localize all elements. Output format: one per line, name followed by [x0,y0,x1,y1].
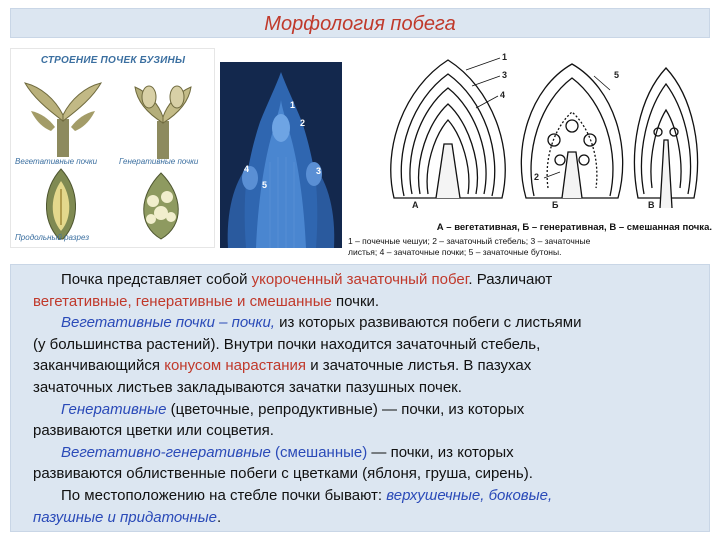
term-vegetative: Вегетативные почки – почки, [61,314,275,332]
generative-caption: Генеративные почки [119,157,199,166]
term-positions-1: верхушечные, боковые, [386,486,553,504]
term-bud-types: вегетативные, генеративные и смешанные [33,292,332,310]
figure-caption: А – вегетативная, Б – генеративная, В – смешанная почка. [436,222,712,233]
generative-bud-drawing [135,86,191,159]
term-mixed: Вегетативно-генеративные [61,443,271,461]
text-line-4: (у большинства растений). Внутри почки находится зачаточный стебель, [33,335,541,353]
legend-line-1: 1 – почечные чешуи; 2 – зачаточный стебель; 3 – зачаточные [348,236,591,246]
text-line-8: развиваются цветки или соцветия. [33,422,274,440]
text-line-3: Вегетативные почки – почки, из которых развиваются побеги с листьями [61,314,582,332]
micro-label-1: 1 [290,100,296,110]
micro-label-5: 5 [262,180,268,190]
vegetative-caption: Вегетативные почки [15,157,98,166]
drawing-number-5: 5 [614,70,620,80]
figure-legend [348,236,710,258]
title-bar [10,8,710,38]
text-box [10,264,710,532]
drawing-number-1: 1 [502,52,508,62]
term-shortened-shoot: укороченный зачаточный побег [251,271,469,288]
text-line-1: Почка представляет собой укороченный зачаточный побег. Различают [61,271,553,288]
drawing-letter-v: В [648,200,655,210]
micro-label-4: 4 [244,164,250,174]
term-generative: Генеративные [61,400,167,418]
bud-micrograph [220,62,342,248]
text-line-6: зачаточных листьев закладываются зачатки пазушных почек. [33,378,462,396]
vegetative-bud-drawing [25,83,101,157]
micrograph-image [220,62,342,248]
bud-types-svg [348,48,710,216]
text-line-10: развиваются облиственные побеги с цветками (яблоня, груша, сирень). [33,465,533,483]
micro-label-3: 3 [316,166,322,176]
section-caption: Продольный разрез [15,233,90,242]
term-positions-2: пазушные и придаточные [33,508,217,526]
page-title: Морфология побега [264,13,456,35]
elder-heading: СТРОЕНИЕ ПОЧЕК БУЗИНЫ [40,55,186,66]
drawing-number-3: 3 [502,70,508,80]
micro-label-2: 2 [300,118,306,128]
term-growth-cone: конусом нарастания [164,357,307,375]
drawing-number-4: 4 [500,90,506,100]
drawing-v [634,68,697,208]
text-line-7: Генеративные (цветочные, репродуктивные) — почки, из которых [61,400,525,418]
legend-line-2: листья; 4 – зачаточные почки; 5 – зачаточные бутоны. [348,247,562,257]
text-line-11: По местоположению на стебле почки бывают: верхушечные, боковые, [61,486,553,504]
text-line-2: вегетативные, генеративные и смешанные почки. [33,292,380,310]
vegetative-bud-section [46,169,75,239]
drawing-number-2: 2 [534,172,540,182]
elder-buds-figure [10,48,215,248]
elder-buds-illustration [11,49,216,249]
text-line-5: заканчивающийся конусом нарастания и зачаточные листья. В пазухах [33,357,532,375]
bud-types-drawing [348,48,710,216]
drawing-a [391,60,508,198]
drawing-letter-b: Б [552,200,559,210]
generative-bud-section [144,173,179,239]
drawing-letter-a: А [412,200,419,210]
text-line-9: Вегетативно-генеративные (смешанные) — почки, из которых [61,443,514,461]
text-line-12: пазушные и придаточные. [33,508,222,526]
